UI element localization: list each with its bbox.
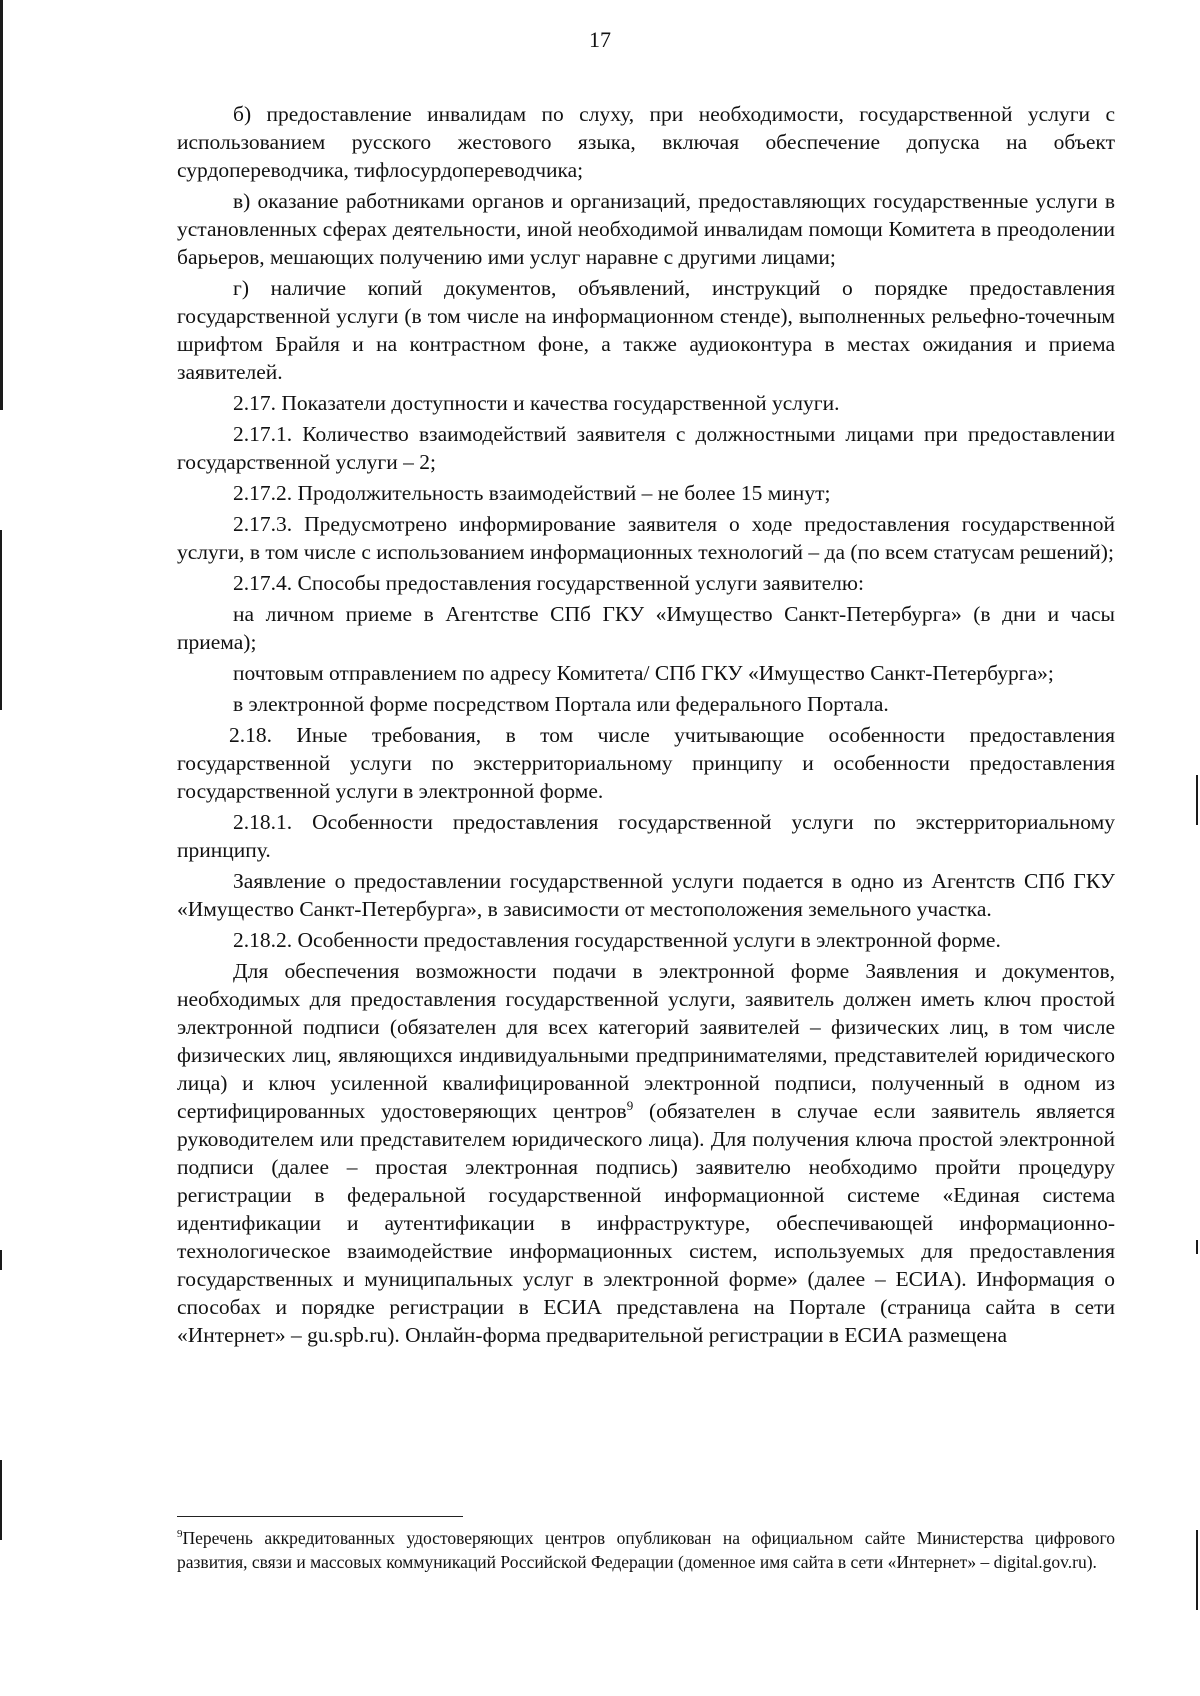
paragraph-2-17-4: 2.17.4. Способы предоставления государственной услуги заявителю: (233, 571, 864, 595)
scan-edge-mark-right-mid (1196, 775, 1198, 825)
paragraph-v: в) оказание работниками органов и организаций, предоставляющих государственные услуги в установленных сферах деятельности, иной необходимой инвалидам помощи Комитета в преодолении барьеров, мешающих получению ими услуг наравне с другими лицами; (177, 189, 1115, 269)
paragraph-application: Заявление о предоставлении государственной услуги подается в одно из Агентств СПб ГКУ «Имущество Санкт-Петербурга», в зависимости от местоположения земельного участка. (177, 869, 1115, 921)
scan-edge-mark-left-mid (0, 530, 2, 710)
document-body (177, 100, 1115, 1352)
paragraph-2-17-1: 2.17.1. Количество взаимодействий заявителя с должностными лицами при предоставлении государственной услуги – 2; (177, 422, 1115, 474)
paragraph-g: г) наличие копий документов, объявлений, инструкций о порядке предоставления государственной услуги (в том числе на информационном стенде), выполненных рельефно-точечным шрифтом Брайля и на контрастном фоне, а также аудиоконтура в местах ожидания и приема заявителей. (177, 276, 1115, 384)
paragraph-2-17-3: 2.17.3. Предусмотрено информирование заявителя о ходе предоставления государственной услуги, в том числе с использованием информационных технологий – да (по всем статусам решений); (177, 512, 1115, 564)
footnote-number: 9 (177, 1528, 183, 1541)
paragraph-esia (177, 957, 1115, 1349)
footnote-reference: 9 (626, 1097, 634, 1113)
paragraph-by-mail: почтовым отправлением по адресу Комитета/ СПб ГКУ «Имущество Санкт-Петербурга»; (233, 661, 1054, 685)
scan-edge-mark-right-low (1196, 1240, 1198, 1254)
scan-edge-mark-left-low (0, 1250, 2, 1270)
footnote-text: Перечень аккредитованных удостоверяющих центров опубликован на официальном сайте Министерства цифрового развития, связи и массовых коммуникаций Российской Федерации (доменное имя сайта в сети «Интернет» – digital.gov.ru). (177, 1528, 1115, 1572)
paragraph-esia-after: (обязателен в случае если заявитель является руководителем или представителем юридического лица). Для получения ключа простой электронной подписи (далее – простая электронная подпись) заявителю необходимо пройти процедуру регистрации в федеральной государственной информационной системе «Единая система идентификации и аутентификации в инфраструктуре, обеспечивающей информационно-технологическое взаимодействие информационных систем, используемых для предоставления государственных и муниципальных услуг в электронной форме» (далее – ЕСИА). Информация о способах и порядке регистрации в ЕСИА представлена на Портале (страница сайта в сети «Интернет» – gu.spb.ru). Онлайн-форма предварительной регистрации в ЕСИА размещена (177, 1099, 1115, 1347)
paragraph-2-18-2: 2.18.2. Особенности предоставления государственной услуги в электронной форме. (233, 928, 1001, 952)
section-2-18-heading: 2.18. Иные требования, в том числе учитывающие особенности предоставления государственной услуги по экстерриториальному принципу и особенности предоставления государственной услуги в электронной форме. (177, 723, 1115, 803)
paragraph-electronic: в электронной форме посредством Портала или федерального Портала. (233, 692, 889, 716)
paragraph-b: б) предоставление инвалидам по слуху, при необходимости, государственной услуги с использованием русского жестового языка, включая обеспечение допуска на объект сурдопереводчика, тифлосурдопереводчика; (177, 102, 1115, 182)
section-2-17-heading: 2.17. Показатели доступности и качества государственной услуги. (233, 391, 840, 415)
page-number: 17 (589, 27, 611, 52)
paragraph-esia-before: Для обеспечения возможности подачи в электронной форме Заявления и документов, необходимых для предоставления государственной услуги, заявитель должен иметь ключ простой электронной подписи (обязателен для всех категорий заявителей – физических лиц, в том числе физических лиц, являющихся индивидуальными предпринимателями, представителей юридического лица) и ключ усиленной квалифицированной электронной подписи, полученный в одном из сертифицированных удостоверяющих центров (177, 959, 1115, 1123)
paragraph-2-18-1: 2.18.1. Особенности предоставления государственной услуги по экстерриториальному принципу. (177, 810, 1115, 862)
paragraph-2-17-2: 2.17.2. Продолжительность взаимодействий – не более 15 минут; (233, 481, 831, 505)
scan-edge-mark-right-bottom (1196, 1530, 1198, 1610)
scan-edge-mark-left-bottom (0, 1460, 2, 1540)
scan-edge-mark-left-top (0, 0, 3, 410)
footnote-separator (177, 1516, 463, 1517)
paragraph-in-person: на личном приеме в Агентстве СПб ГКУ «Имущество Санкт-Петербурга» (в дни и часы приема); (177, 602, 1115, 654)
footnote (177, 1526, 1115, 1574)
